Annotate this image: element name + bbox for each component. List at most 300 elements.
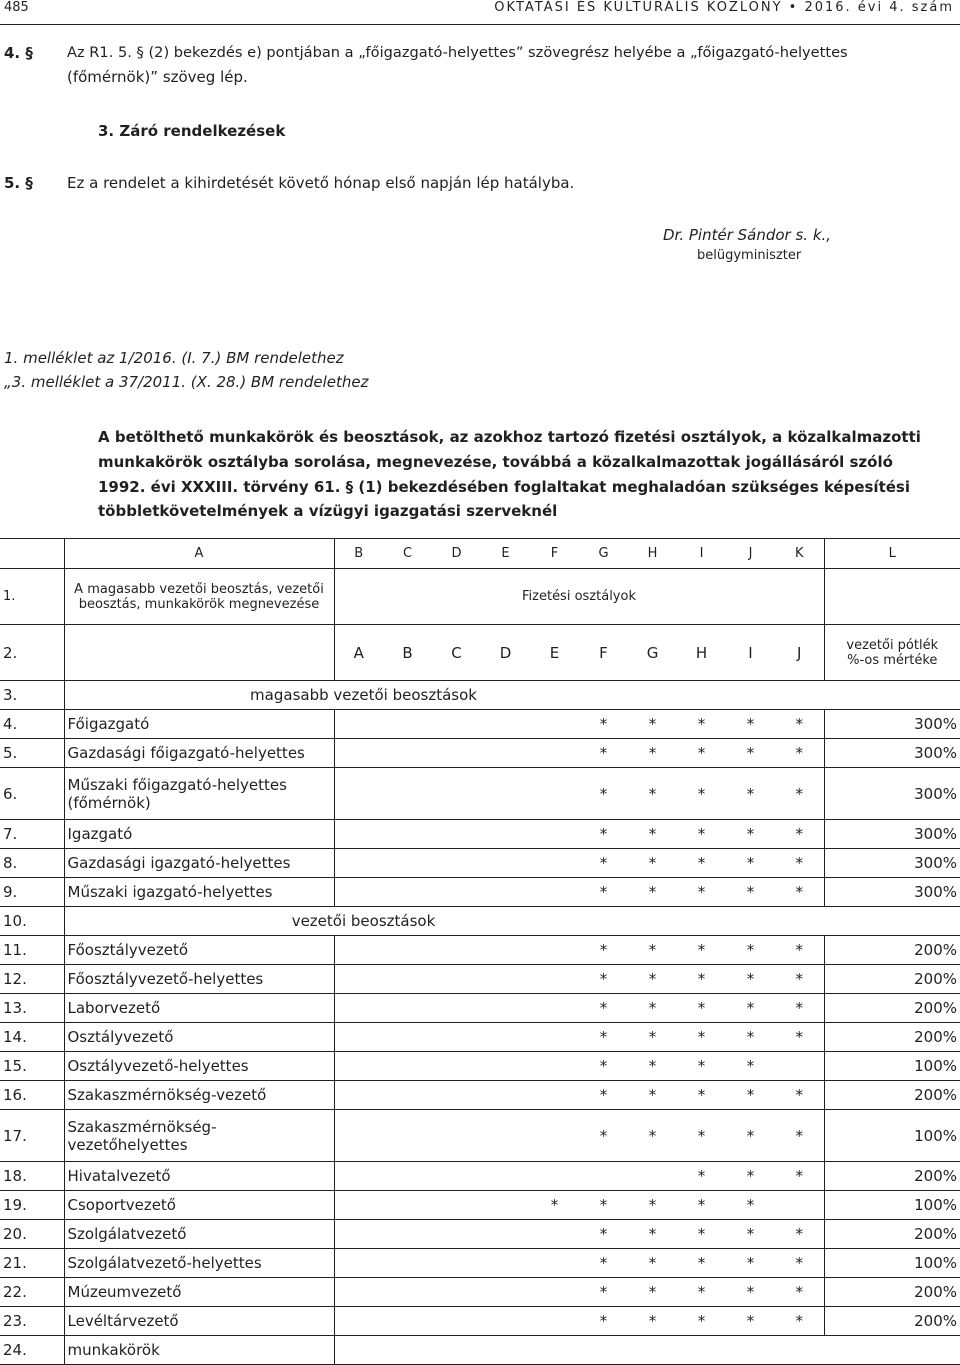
column-letter: B <box>354 546 364 561</box>
row-name-line1: Levéltárvezető <box>67 1312 179 1330</box>
star-mark: * <box>795 1126 803 1145</box>
row-name <box>64 1081 334 1110</box>
row-number: 15. <box>0 1052 64 1081</box>
row-name-line1: Műszaki főigazgató-helyettes <box>67 775 287 794</box>
column-letter: D <box>451 546 462 561</box>
row-name-line2: vezetőhelyettes <box>67 1135 188 1154</box>
star-mark <box>432 710 481 739</box>
row-number: 1. <box>0 569 64 625</box>
star-mark: * <box>648 1028 657 1046</box>
star-mark: * <box>599 941 608 959</box>
star-mark: * <box>648 883 657 901</box>
table-row <box>0 965 960 994</box>
table-row <box>0 710 960 739</box>
star-mark <box>383 1081 432 1110</box>
star-mark <box>775 1191 824 1220</box>
pay-class-letter: F <box>599 643 608 662</box>
star-mark: * <box>697 970 706 988</box>
star-mark: * <box>697 825 706 843</box>
row-name <box>64 965 334 994</box>
allowance-percent: 100% <box>824 1110 960 1162</box>
star-mark <box>334 1191 383 1220</box>
star-mark: * <box>599 1196 608 1214</box>
star-mark <box>481 1191 530 1220</box>
star-mark: * <box>697 1167 706 1185</box>
star-mark <box>530 820 579 849</box>
star-mark: * <box>795 941 803 959</box>
star-mark: * <box>795 1167 803 1185</box>
star-mark <box>530 1307 579 1336</box>
pay-class-letter: H <box>695 643 708 662</box>
star-mark: * <box>746 1028 755 1046</box>
star-mark: * <box>648 1057 657 1075</box>
row-name <box>64 1249 334 1278</box>
star-mark <box>383 1278 432 1307</box>
star-mark: * <box>599 1254 608 1272</box>
star-mark: * <box>550 1196 559 1214</box>
allowance-percent: 200% <box>824 1081 960 1110</box>
allowance-line2: %-os mértéke <box>847 652 938 668</box>
allowance-percent: 100% <box>824 1249 960 1278</box>
star-mark <box>383 878 432 907</box>
column-letter: K <box>794 546 804 561</box>
star-mark <box>383 1110 432 1162</box>
column-letter: C <box>402 546 413 561</box>
star-mark <box>432 878 481 907</box>
blank-cell <box>334 1336 960 1365</box>
star-mark <box>530 739 579 768</box>
row-number: 8. <box>0 849 64 878</box>
star-mark <box>334 1307 383 1336</box>
star-mark: * <box>746 1086 755 1104</box>
star-mark: * <box>697 999 706 1017</box>
star-mark <box>530 768 579 820</box>
star-mark <box>481 849 530 878</box>
row-number: 9. <box>0 878 64 907</box>
allowance-percent: 200% <box>824 936 960 965</box>
row-number: 22. <box>0 1278 64 1307</box>
row-name-line1: Szolgálatvezető <box>67 1225 187 1243</box>
star-mark: * <box>697 1028 706 1046</box>
row-number: 16. <box>0 1081 64 1110</box>
allowance-percent: 300% <box>824 768 960 820</box>
row-number: 24. <box>0 1336 64 1365</box>
row-name <box>64 1307 334 1336</box>
row-name <box>64 878 334 907</box>
row-number: 6. <box>0 768 64 820</box>
section-4-text-line2: (főmérnök)” szöveg lép. <box>67 68 248 86</box>
star-mark: * <box>795 825 803 843</box>
row-number: 14. <box>0 1023 64 1052</box>
star-mark <box>530 849 579 878</box>
column-letter-row <box>0 539 960 569</box>
allowance-percent: 300% <box>824 878 960 907</box>
star-mark: * <box>599 1225 608 1243</box>
star-mark <box>432 1052 481 1081</box>
row-name-line1: Hivatalvezető <box>67 1167 171 1185</box>
section-heading: magasabb vezetői beosztások <box>64 681 960 710</box>
pay-class-letter: B <box>402 643 413 662</box>
allowance-percent: 200% <box>824 1162 960 1191</box>
row-name <box>64 710 334 739</box>
star-mark: * <box>746 1312 755 1330</box>
star-mark: * <box>648 825 657 843</box>
star-mark: * <box>599 1028 608 1046</box>
row-name-line1: Osztályvezető-helyettes <box>67 1057 249 1075</box>
row-number: 23. <box>0 1307 64 1336</box>
star-mark: * <box>697 1057 706 1075</box>
column-letter: J <box>748 546 753 561</box>
allowance-percent: 100% <box>824 1191 960 1220</box>
row-name <box>64 849 334 878</box>
star-mark: * <box>746 883 755 901</box>
row-number: 19. <box>0 1191 64 1220</box>
star-mark: * <box>795 999 803 1017</box>
star-mark <box>481 965 530 994</box>
star-mark <box>432 1110 481 1162</box>
blank-cell <box>0 539 64 569</box>
table-row <box>0 849 960 878</box>
star-mark: * <box>746 1167 755 1185</box>
row-number: 21. <box>0 1249 64 1278</box>
star-mark <box>432 1307 481 1336</box>
star-mark: * <box>697 883 706 901</box>
pay-class-letter: E <box>549 643 560 662</box>
star-mark: * <box>795 784 803 803</box>
star-mark <box>334 1023 383 1052</box>
row-name-line1: Osztályvezető <box>67 1028 174 1046</box>
star-mark <box>432 768 481 820</box>
star-mark: * <box>795 883 803 901</box>
header-name-line1: A magasabb vezetői beosztás, vezetői <box>74 581 324 597</box>
section-5-text: Ez a rendelet a kihirdetését követő hónap első napján lép hatályba. <box>67 174 575 192</box>
star-mark: * <box>746 1196 755 1214</box>
row-number: 7. <box>0 820 64 849</box>
star-mark <box>432 1220 481 1249</box>
star-mark <box>628 1162 677 1191</box>
star-mark <box>481 1023 530 1052</box>
row-name-line1: Szakaszmérnökség- <box>67 1117 217 1136</box>
star-mark: * <box>746 1225 755 1243</box>
table-row <box>0 878 960 907</box>
row-name <box>64 820 334 849</box>
star-mark <box>334 1249 383 1278</box>
allowance-percent: 100% <box>824 1052 960 1081</box>
star-mark <box>432 965 481 994</box>
table-row <box>0 1081 960 1110</box>
row-number: 4. <box>0 710 64 739</box>
star-mark: * <box>795 1028 803 1046</box>
star-mark: * <box>746 941 755 959</box>
star-mark: * <box>795 854 803 872</box>
table-row <box>0 1278 960 1307</box>
page-number: 485 <box>4 0 29 15</box>
row-name-line1: Gazdasági főigazgató-helyettes <box>67 744 305 762</box>
star-mark <box>383 1052 432 1081</box>
table-row <box>0 907 960 936</box>
star-mark: * <box>697 941 706 959</box>
star-mark: * <box>599 784 608 803</box>
row-name <box>64 994 334 1023</box>
star-mark <box>530 1278 579 1307</box>
allowance-line1: vezetői pótlék <box>846 637 939 653</box>
star-mark: * <box>697 1312 706 1330</box>
star-mark: * <box>648 970 657 988</box>
table-row <box>0 1191 960 1220</box>
star-mark <box>481 1278 530 1307</box>
row-number: 17. <box>0 1110 64 1162</box>
star-mark <box>481 710 530 739</box>
row-name <box>64 1278 334 1307</box>
table-row <box>0 681 960 710</box>
column-letter: H <box>647 546 658 561</box>
star-mark <box>481 994 530 1023</box>
allowance-header <box>824 625 960 681</box>
star-mark: * <box>697 854 706 872</box>
table-row <box>0 768 960 820</box>
star-mark <box>432 936 481 965</box>
star-mark: * <box>599 1312 608 1330</box>
star-mark: * <box>648 854 657 872</box>
star-mark: * <box>746 854 755 872</box>
star-mark: * <box>697 1283 706 1301</box>
chapter-title: 3. Záró rendelkezések <box>98 122 286 140</box>
column-letter: I <box>699 546 704 561</box>
document-title-line-4: többletkövetelmények a vízügyi igazgatási szerveknél <box>98 502 558 520</box>
star-mark <box>383 768 432 820</box>
row-name-line1: Laborvezető <box>67 999 161 1017</box>
star-mark <box>383 1191 432 1220</box>
star-mark <box>432 1249 481 1278</box>
star-mark <box>481 878 530 907</box>
row-name <box>64 1191 334 1220</box>
star-mark <box>481 768 530 820</box>
table-row <box>0 1162 960 1191</box>
table-row <box>0 994 960 1023</box>
star-mark <box>383 1220 432 1249</box>
row-name-line1: Múzeumvezető <box>67 1283 182 1301</box>
star-mark: * <box>648 1196 657 1214</box>
star-mark: * <box>648 1086 657 1104</box>
header-name-cell <box>64 569 334 625</box>
star-mark <box>530 936 579 965</box>
star-mark: * <box>746 744 755 762</box>
star-mark <box>432 1191 481 1220</box>
allowance-percent: 200% <box>824 994 960 1023</box>
star-mark <box>530 878 579 907</box>
star-mark <box>432 994 481 1023</box>
row-name-line1: Főosztályvezető-helyettes <box>67 970 264 988</box>
blank-cell <box>824 569 960 625</box>
row-name-line1: Főigazgató <box>67 715 150 733</box>
row-number: 18. <box>0 1162 64 1191</box>
star-mark: * <box>746 999 755 1017</box>
row-number: 13. <box>0 994 64 1023</box>
table-row <box>0 1220 960 1249</box>
row-name-line1: Műszaki igazgató-helyettes <box>67 883 273 901</box>
star-mark <box>334 820 383 849</box>
blank-cell <box>64 625 334 681</box>
star-mark: * <box>648 715 657 733</box>
row-number: 11. <box>0 936 64 965</box>
star-mark <box>432 1023 481 1052</box>
star-mark <box>530 1081 579 1110</box>
star-mark: * <box>599 715 608 733</box>
star-mark <box>481 739 530 768</box>
star-mark <box>334 1081 383 1110</box>
star-mark: * <box>746 825 755 843</box>
star-mark: * <box>795 1254 803 1272</box>
star-mark: * <box>599 999 608 1017</box>
row-name: munkakörök <box>64 1336 334 1365</box>
row-name <box>64 1162 334 1191</box>
annex-line-2: „3. melléklet a 37/2011. (X. 28.) BM rendelethez <box>4 373 369 391</box>
star-mark <box>383 965 432 994</box>
row-name-line1: Igazgató <box>67 825 133 843</box>
star-mark <box>481 1081 530 1110</box>
star-mark <box>481 1110 530 1162</box>
star-mark <box>383 739 432 768</box>
star-mark: * <box>648 1254 657 1272</box>
table-row <box>0 1307 960 1336</box>
row-name <box>64 1220 334 1249</box>
row-name <box>64 1110 334 1162</box>
star-mark: * <box>697 1196 706 1214</box>
star-mark: * <box>697 744 706 762</box>
star-mark: * <box>746 715 755 733</box>
star-mark: * <box>697 1254 706 1272</box>
star-mark <box>383 1023 432 1052</box>
star-mark <box>432 820 481 849</box>
star-mark <box>481 936 530 965</box>
star-mark: * <box>697 715 706 733</box>
star-mark: * <box>746 970 755 988</box>
star-mark <box>334 849 383 878</box>
star-mark <box>432 739 481 768</box>
pay-class-letter: A <box>353 643 364 662</box>
section-5-number: 5. § <box>4 174 33 192</box>
star-mark <box>383 820 432 849</box>
table-row <box>0 625 960 681</box>
document-title-line-1: A betölthető munkakörök és beosztások, az azokhoz tartozó fizetési osztályok, a közalkalmazotti <box>98 428 921 446</box>
pay-classes-header: Fizetési osztályok <box>522 589 636 604</box>
star-mark <box>334 1052 383 1081</box>
section-4-text-line1: Az R1. 5. § (2) bekezdés e) pontjában a „főigazgató-helyettes” szövegrész helyébe a „főigazgató-helyettes <box>67 44 848 61</box>
star-mark <box>334 710 383 739</box>
star-mark: * <box>599 1057 608 1075</box>
pay-class-letter: C <box>451 643 462 662</box>
signature-title: belügyminiszter <box>697 248 802 263</box>
star-mark <box>432 1278 481 1307</box>
star-mark: * <box>795 1283 803 1301</box>
star-mark: * <box>599 1283 608 1301</box>
star-mark <box>481 1249 530 1278</box>
pay-class-letter: J <box>797 643 802 662</box>
allowance-percent: 200% <box>824 1220 960 1249</box>
star-mark: * <box>648 784 657 803</box>
column-letter: L <box>824 539 960 569</box>
row-name <box>64 768 334 820</box>
star-mark <box>334 878 383 907</box>
star-mark <box>481 1307 530 1336</box>
allowance-percent: 200% <box>824 1278 960 1307</box>
row-name <box>64 1023 334 1052</box>
star-mark: * <box>795 1312 803 1330</box>
header-rule <box>0 24 960 25</box>
annex-line-1: 1. melléklet az 1/2016. (I. 7.) BM rendelethez <box>4 349 344 367</box>
star-mark: * <box>697 1126 706 1145</box>
row-number: 12. <box>0 965 64 994</box>
pay-class-letter: D <box>499 643 512 662</box>
star-mark: * <box>697 1086 706 1104</box>
row-name-line1: Csoportvezető <box>67 1196 176 1214</box>
pay-class-letter: G <box>646 643 659 662</box>
star-mark: * <box>697 784 706 803</box>
star-mark <box>530 1052 579 1081</box>
pay-class-letter: I <box>748 643 753 662</box>
star-mark: * <box>746 1254 755 1272</box>
star-mark <box>334 936 383 965</box>
star-mark <box>530 1162 579 1191</box>
star-mark: * <box>648 1312 657 1330</box>
star-mark: * <box>599 970 608 988</box>
header-name-line2: beosztás, munkakörök megnevezése <box>78 596 320 612</box>
star-mark: * <box>795 1225 803 1243</box>
star-mark <box>481 1162 530 1191</box>
star-mark <box>530 1110 579 1162</box>
star-mark <box>775 1052 824 1081</box>
document-title-line-3: 1992. évi XXXIII. törvény 61. § (1) bekezdésében foglaltakat meghaladóan szükséges képesítési <box>98 478 910 496</box>
table-row <box>0 820 960 849</box>
table-row <box>0 739 960 768</box>
star-mark <box>530 965 579 994</box>
document-title-line-2: munkakörök osztályba sorolása, megnevezése, továbbá a közalkalmazottak jogállásáról szóló <box>98 453 893 471</box>
allowance-percent: 200% <box>824 1307 960 1336</box>
star-mark: * <box>746 1283 755 1301</box>
row-number: 2. <box>0 625 64 681</box>
star-mark: * <box>648 1126 657 1145</box>
star-mark: * <box>697 1225 706 1243</box>
table-row <box>0 1249 960 1278</box>
star-mark <box>383 710 432 739</box>
star-mark: * <box>795 744 803 762</box>
star-mark <box>383 936 432 965</box>
row-name <box>64 1052 334 1081</box>
star-mark <box>334 1220 383 1249</box>
star-mark: * <box>599 744 608 762</box>
star-mark: * <box>648 744 657 762</box>
star-mark: * <box>599 883 608 901</box>
section-4-number: 4. § <box>4 44 33 62</box>
star-mark <box>334 1162 383 1191</box>
table-row <box>0 1336 960 1365</box>
star-mark <box>383 1249 432 1278</box>
journal-title: OKTATÁSI ÉS KULTURÁLIS KÖZLÖNY • 2016. évi 4. szám <box>494 0 954 15</box>
star-mark: * <box>746 784 755 803</box>
table-row <box>0 569 960 625</box>
row-number: 5. <box>0 739 64 768</box>
star-mark: * <box>599 1126 608 1145</box>
star-mark <box>481 1220 530 1249</box>
row-name <box>64 936 334 965</box>
star-mark <box>432 849 481 878</box>
star-mark <box>530 1249 579 1278</box>
star-mark <box>334 768 383 820</box>
table-row <box>0 1023 960 1052</box>
star-mark: * <box>648 999 657 1017</box>
allowance-percent: 300% <box>824 710 960 739</box>
star-mark: * <box>795 970 803 988</box>
